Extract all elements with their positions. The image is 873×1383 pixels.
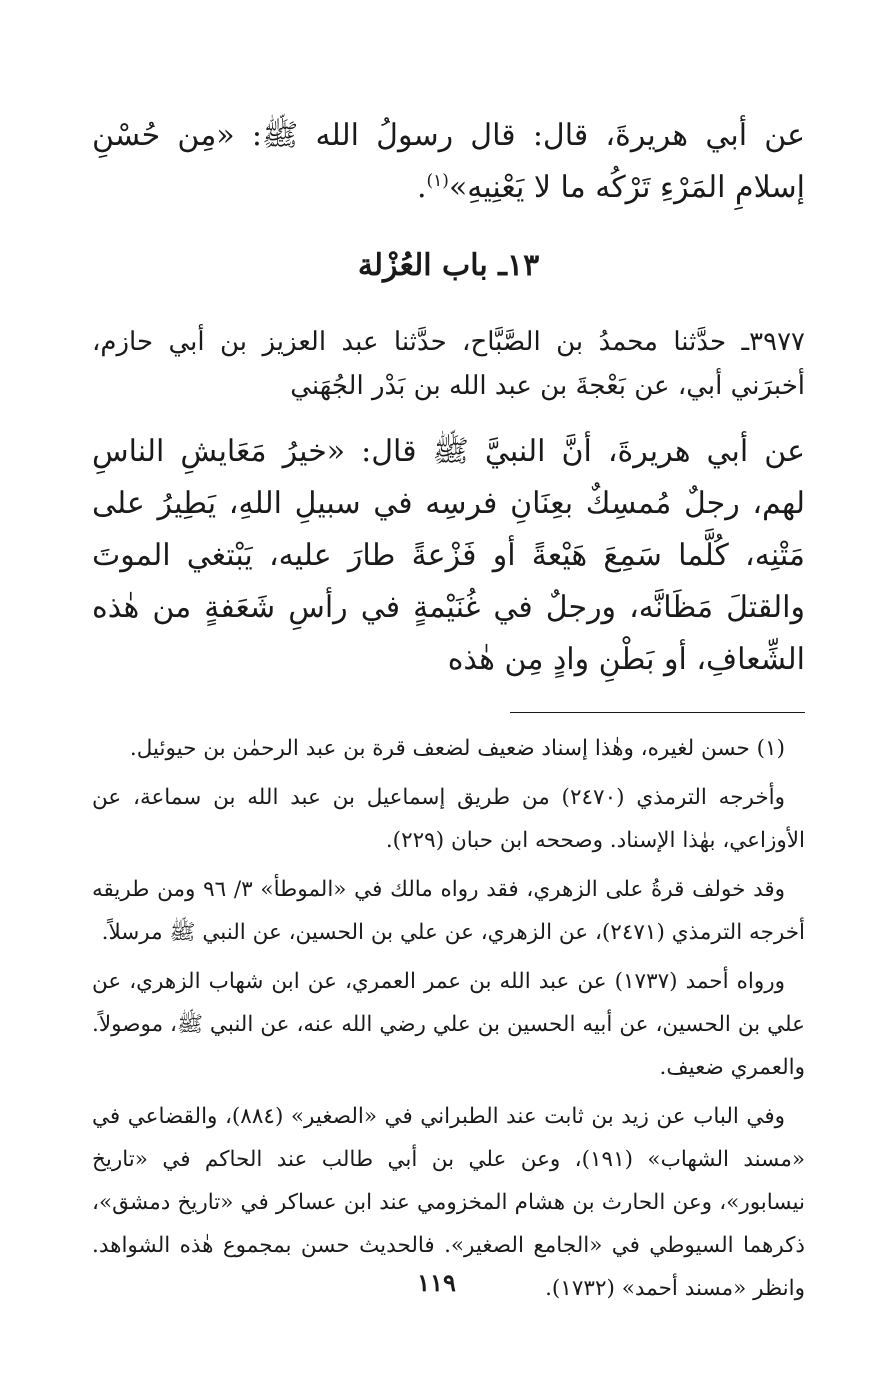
hadith-isnad: ٣٩٧٧ـ حدَّثنا محمدُ بن الصَّبَّاح، حدَّثنا عبد العزيز بن أبي حازم، أخبرَني أبي، عن بَعْجةَ بن عبد الله بن بَدْر الجُهَني bbox=[92, 327, 805, 401]
footnote-paragraph: وقد خولف قرةُ على الزهري، فقد رواه مالك في «الموطأ» ٣/ ٩٦ ومن طريقه أخرجه الترمذي (٢٤٧١)، عن الزهري، عن علي بن الحسين، عن النبي ﷺ مرسلاً. bbox=[92, 877, 805, 945]
footnote-reference: (١) bbox=[426, 171, 449, 191]
footnote-divider bbox=[510, 712, 805, 713]
hadith-continuation-end: . bbox=[416, 170, 427, 205]
footnote-paragraph: وفي الباب عن زيد بن ثابت عند الطبراني في «الصغير» (٨٨٤)، والقضاعي في «مسند الشهاب» (١٩١)، وعن علي بن أبي طالب عند الحاكم في «تاريخ نيسابور»، وعن الحارث بن هشام المخزومي عند ابن عساكر في «تاريخ دمشق»، ذكرهما السيوطي في «الجامع الصغير». فالحديث حسن بمجموع هٰذه الشواهد. وانظر «مسند أحمد» (١٧٣٢). bbox=[92, 1104, 805, 1301]
hadith-matn: عن أبي هريرةَ، أنَّ النبيَّ ﷺ قال: «خيرُ مَعَايشِ الناسِ لهم، رجلٌ مُمسِكٌ بعِنَانِ فرسِه في سبيلِ اللهِ، يَطِيرُ على مَتْنِه، كُلَّما سَمِعَ هَيْعةً أو فَزْعةً طارَ عليه، يَبْتغي الموتَ والقتلَ مَظَانَّه، ورجلٌ في غُنَيْمةٍ في رأسِ شَعَفةٍ من هٰذه الشِّعافِ، أو بَطْنِ وادٍ مِن هٰذه bbox=[92, 434, 806, 677]
footnote-paragraph: وأخرجه الترمذي (٢٤٧٠) من طريق إسماعيل بن عبد الله بن سماعة، عن الأوزاعي، بهٰذا الإسناد. وصححه ابن حبان (٢٢٩). bbox=[92, 785, 805, 853]
footnote-paragraph: ورواه أحمد (١٧٣٧) عن عبد الله بن عمر العمري، عن ابن شهاب الزهري، عن علي بن الحسين، عن أبيه الحسين بن علي رضي الله عنه، عن النبي ﷺ، موصولاً. والعمري ضعيف. bbox=[92, 969, 805, 1080]
page-number: ١١٩ bbox=[417, 1268, 456, 1297]
hadith-continuation-text: عن أبي هريرةَ، قال: قال رسولُ الله ﷺ: «مِن حُسْنِ إسلامِ المَرْءِ تَرْكُه ما لا يَعْنِيهِ» bbox=[92, 118, 805, 205]
chapter-title: ١٣ـ باب العُزْلة bbox=[357, 248, 540, 283]
footnotes bbox=[92, 727, 805, 1310]
footnote-paragraph: (١) حسن لغيره، وهٰذا إسناد ضعيف لضعف قرة بن عبد الرحمٰن بن حيوئيل. bbox=[129, 736, 785, 761]
page-body bbox=[92, 110, 805, 1316]
main-text bbox=[92, 110, 805, 686]
hadith-continuation bbox=[92, 110, 805, 214]
